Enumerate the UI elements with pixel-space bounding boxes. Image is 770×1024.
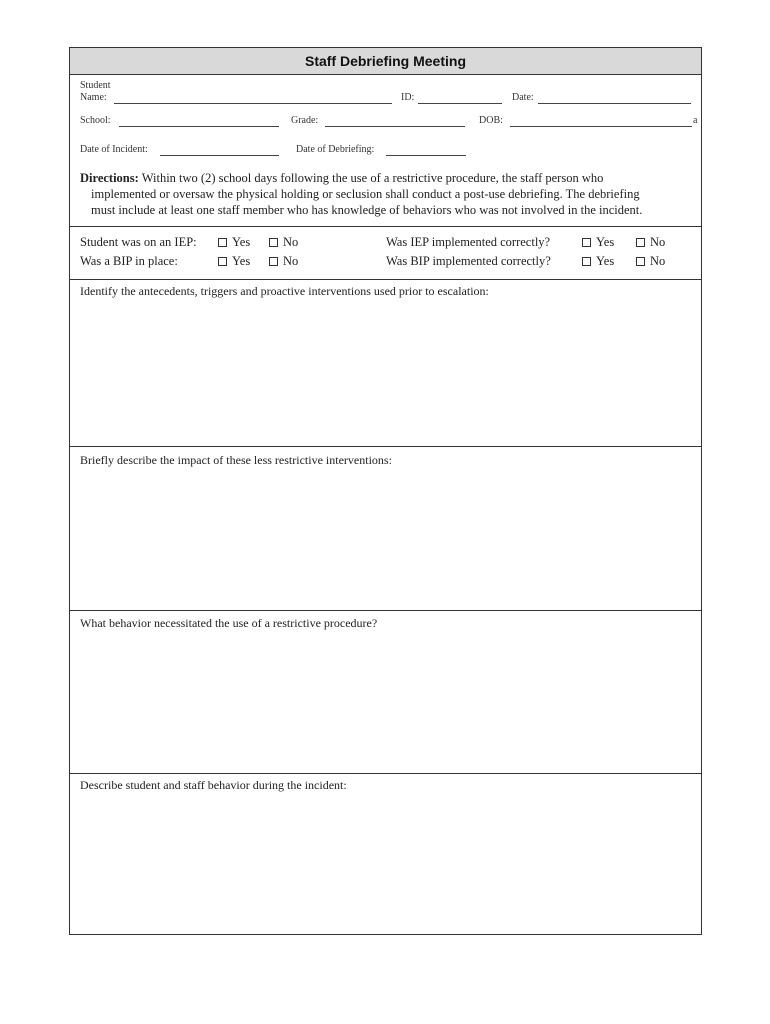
- bip-no-option[interactable]: [269, 254, 298, 269]
- name-label: Name:: [80, 92, 107, 103]
- yes-label: Yes: [596, 254, 615, 268]
- school-field[interactable]: [119, 126, 279, 127]
- directions-line-1: Within two (2) school days following the use of a restrictive procedure, the staff person who: [141, 171, 604, 185]
- directions-line-3: must include at least one staff member who has knowledge of behaviors who was not involved in the incident.: [91, 203, 643, 217]
- during-response-area[interactable]: [70, 794, 701, 932]
- directions-line-2: implemented or oversaw the physical holding or seclusion shall conduct a post-use debriefing. The debriefing: [91, 187, 640, 201]
- dob-suffix: a: [693, 115, 698, 126]
- divider: [70, 226, 701, 227]
- debrief-date-field[interactable]: [386, 155, 466, 156]
- divider: [70, 446, 701, 447]
- grade-label: Grade:: [291, 115, 319, 126]
- date-field[interactable]: [538, 103, 691, 104]
- yes-label: Yes: [232, 254, 251, 268]
- checkbox-icon[interactable]: [636, 257, 645, 266]
- date-label: Date:: [512, 92, 534, 103]
- checkbox-icon[interactable]: [218, 257, 227, 266]
- iep-question: Student was on an IEP:: [80, 235, 197, 249]
- yes-label: Yes: [596, 235, 615, 249]
- behavior-label: What behavior necessitated the use of a restrictive procedure?: [80, 616, 378, 630]
- antecedents-label: Identify the antecedents, triggers and proactive interventions used prior to escalation:: [80, 284, 489, 298]
- incident-date-field[interactable]: [160, 155, 279, 156]
- no-label: No: [283, 235, 299, 249]
- bip-impl-no-option[interactable]: [636, 254, 665, 269]
- checkbox-icon[interactable]: [269, 238, 278, 247]
- checkbox-icon[interactable]: [582, 257, 591, 266]
- checkbox-icon[interactable]: [218, 238, 227, 247]
- yes-label: Yes: [232, 235, 251, 249]
- iep-impl-no-option[interactable]: [636, 235, 665, 250]
- checkbox-icon[interactable]: [582, 238, 591, 247]
- school-label: School:: [80, 115, 111, 126]
- behavior-response-area[interactable]: [70, 632, 701, 773]
- impact-response-area[interactable]: [70, 468, 701, 610]
- iep-yes-option[interactable]: [218, 235, 250, 250]
- checkbox-icon[interactable]: [269, 257, 278, 266]
- id-field[interactable]: [418, 103, 502, 104]
- iep-impl-question: Was IEP implemented correctly?: [386, 235, 551, 249]
- divider: [70, 773, 701, 774]
- during-label: Describe student and staff behavior during the incident:: [80, 778, 347, 792]
- impact-label: Briefly describe the impact of these less restrictive interventions:: [80, 453, 392, 467]
- grade-field[interactable]: [325, 126, 465, 127]
- name-field[interactable]: [114, 103, 392, 104]
- form-title: Staff Debriefing Meeting: [70, 48, 701, 75]
- no-label: No: [650, 254, 666, 268]
- dob-field[interactable]: [510, 126, 692, 127]
- bip-impl-question: Was BIP implemented correctly?: [386, 254, 551, 268]
- divider: [70, 610, 701, 611]
- bip-yes-option[interactable]: [218, 254, 250, 269]
- antecedents-response-area[interactable]: [70, 298, 701, 446]
- incident-date-label: Date of Incident:: [80, 144, 148, 155]
- bip-question: Was a BIP in place:: [80, 254, 178, 268]
- student-label: Student: [80, 80, 111, 91]
- debriefing-form: [69, 47, 702, 935]
- checkbox-icon[interactable]: [636, 238, 645, 247]
- directions: [80, 170, 692, 218]
- no-label: No: [283, 254, 299, 268]
- no-label: No: [650, 235, 666, 249]
- iep-no-option[interactable]: [269, 235, 298, 250]
- dob-label: DOB:: [479, 115, 503, 126]
- directions-label: Directions:: [80, 171, 139, 185]
- divider: [70, 279, 701, 280]
- debrief-date-label: Date of Debriefing:: [296, 144, 375, 155]
- id-label: ID:: [401, 92, 415, 103]
- bip-impl-yes-option[interactable]: [582, 254, 614, 269]
- iep-impl-yes-option[interactable]: [582, 235, 614, 250]
